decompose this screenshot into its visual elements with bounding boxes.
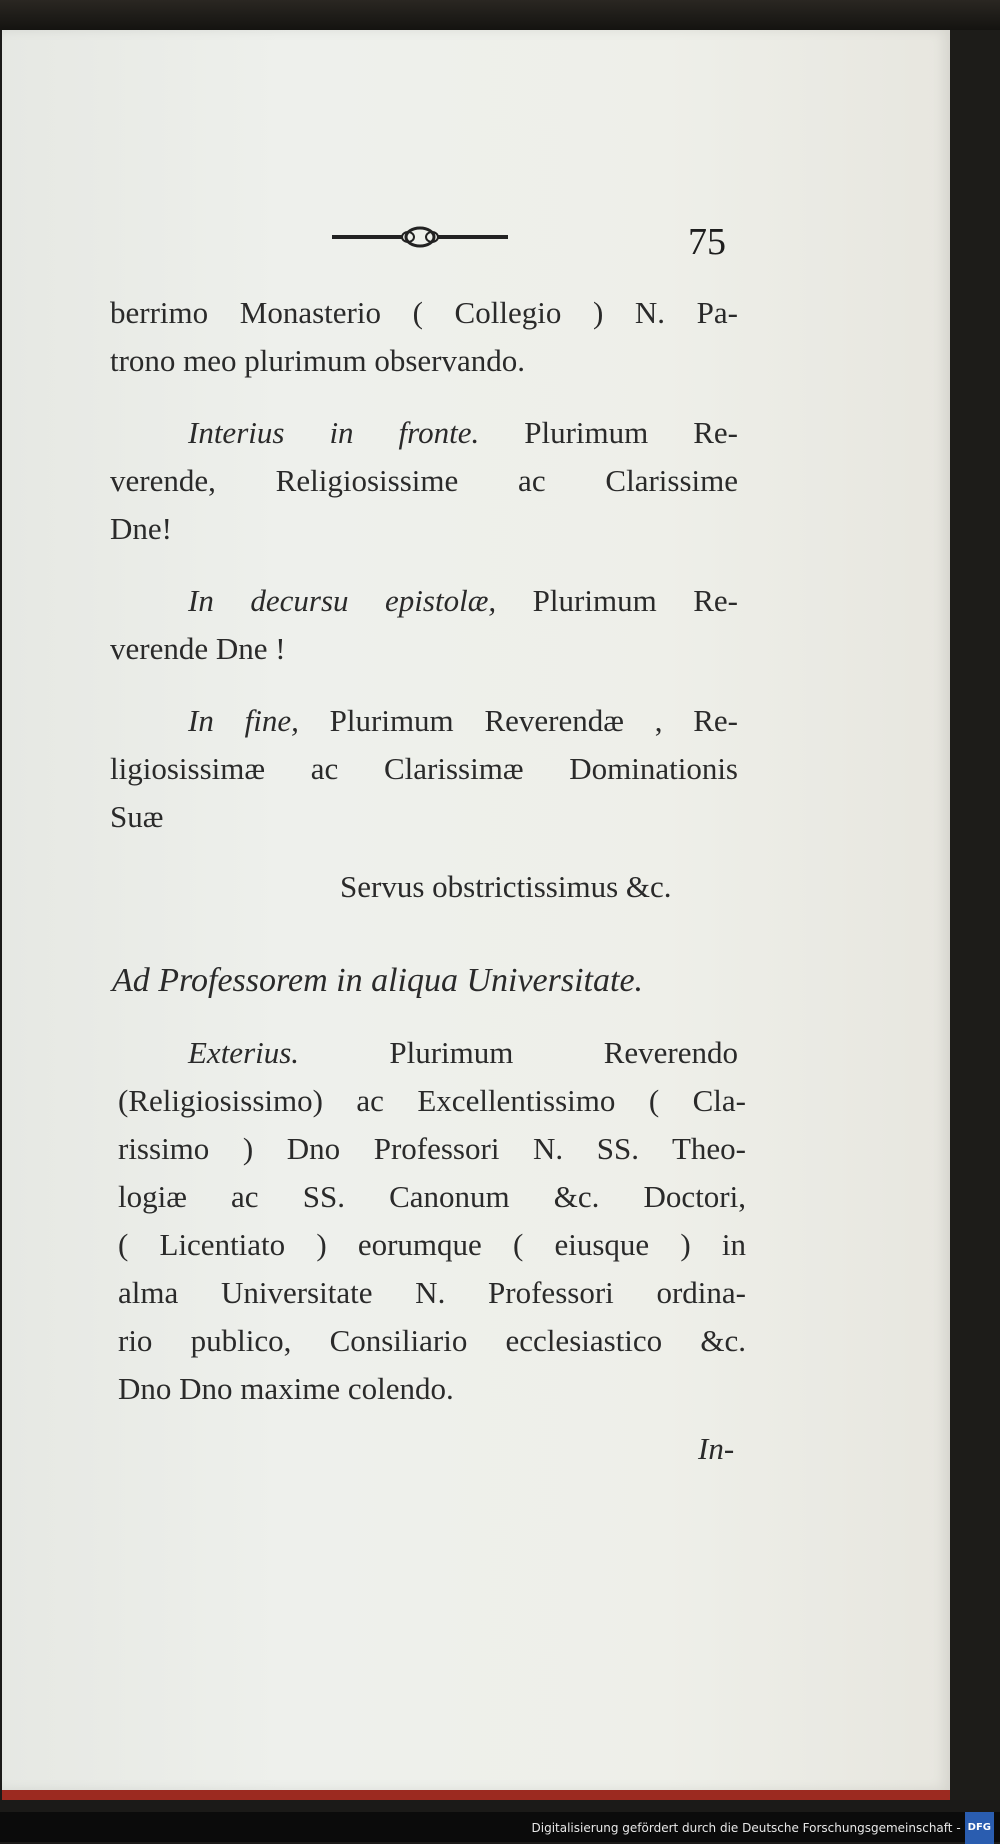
text-run: berrimo Monasterio ( Collegio ) N. Pa- [110,295,738,330]
text-line [118,1081,746,1121]
text-run: Dne! [110,511,172,546]
text-run: ( Licentiato ) eorumque ( eiusque ) in [118,1227,746,1262]
italic-run: Ad Professorem in aliqua Universitate. [112,962,644,999]
credit-text: Digitalisierung gefördert durch die Deutsche Forschungsgemeinschaft - [531,1820,961,1835]
text-run: Plurimum Reverendæ , Re- [298,703,739,738]
text-line [118,1321,746,1361]
text-run: (Religiosissimo) ac Excellentissimo ( Cla- [118,1083,746,1118]
text-line [110,629,286,669]
text-run: rio publico, Consiliario ecclesiastico &c. [118,1323,746,1358]
text-line [698,1429,734,1469]
text-line [110,461,738,501]
text-line [340,867,672,907]
text-line [188,1033,738,1073]
text-line [188,413,738,453]
text-run: rissimo ) Dno Professori N. SS. Theo- [118,1131,746,1166]
italic-run: In fine, [188,703,299,738]
text-line [110,341,525,381]
text-line [110,293,738,333]
page-number: 75 [688,221,726,263]
text-run: trono meo plurimum observando. [110,343,525,378]
text-line [188,701,738,741]
text-run: verende Dne ! [110,631,286,666]
text-run: ligiosissimæ ac Clarissimæ Dominationis [110,751,738,786]
text-line [118,1225,746,1265]
digitization-credit [0,1812,1000,1842]
scan-right-border [950,30,1000,1800]
italic-run: Exterius. [188,1035,300,1070]
text-line [118,1177,746,1217]
text-line [110,797,163,837]
dfg-logo: DFG [965,1812,994,1844]
text-line [110,509,172,549]
italic-run: Interius in fronte. [188,415,480,450]
text-line [110,749,738,789]
text-run: logiæ ac SS. Canonum &c. Doctori, [118,1179,746,1214]
text-line [118,1369,454,1409]
text-run: Plurimum Re- [496,583,738,618]
text-line [112,961,643,1001]
text-run: alma Universitate N. Professori ordina- [118,1275,746,1310]
text-line [118,1273,746,1313]
text-run: verende, Religiosissime ac Clarissime [110,463,738,498]
italic-run: In decursu epistolæ, [188,583,497,618]
text-line [118,1129,746,1169]
ornament-icon [330,225,510,249]
text-line [188,581,738,621]
text-run: Dno Dno maxime colendo. [118,1371,454,1406]
italic-run: In- [698,1431,735,1466]
text-run: Servus obstrictissimus &c. [340,869,672,904]
text-run: Suæ [110,799,164,834]
text-run: Plurimum Reverendo [299,1035,738,1070]
scan-top-border [0,0,1000,30]
text-run: Plurimum Re- [479,415,739,450]
